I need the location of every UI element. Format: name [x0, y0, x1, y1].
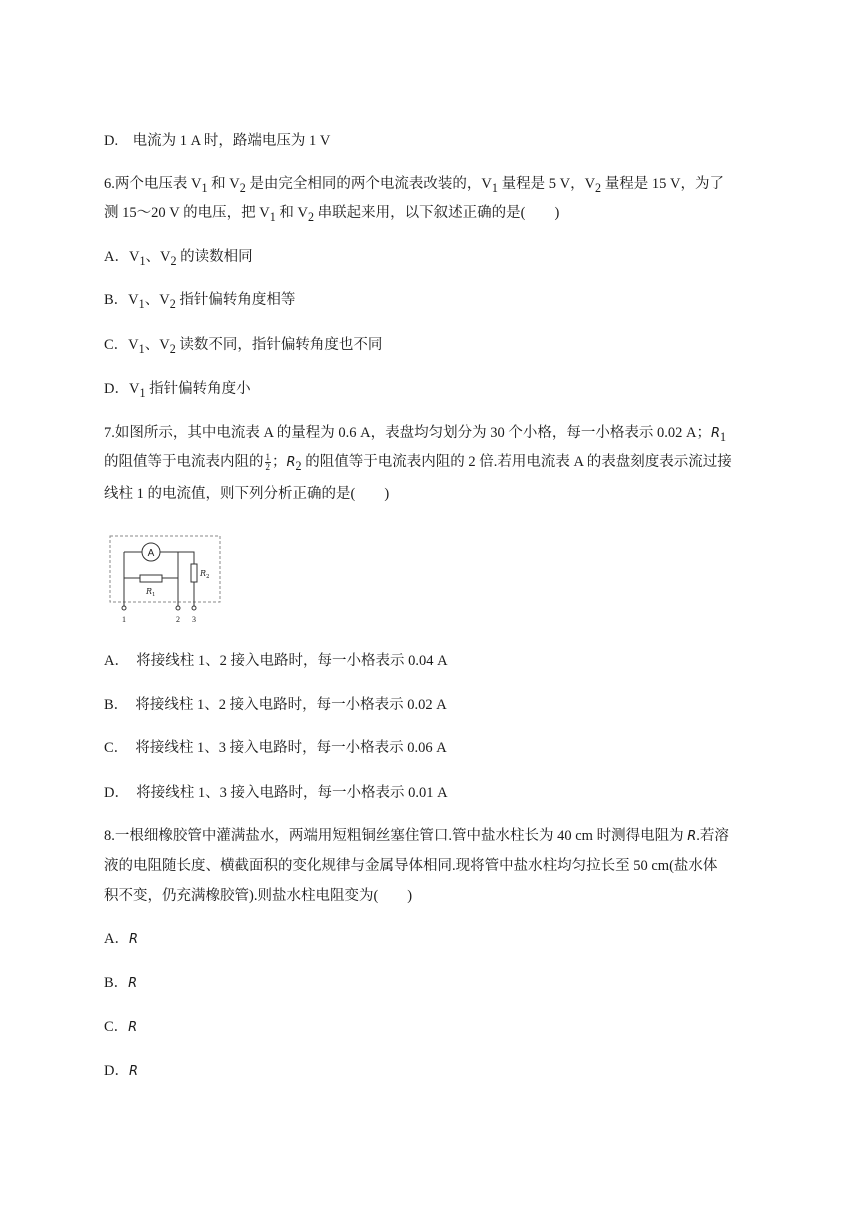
variable-r: R	[711, 426, 721, 441]
fraction-one-half	[265, 453, 272, 472]
text: 的阻值等于电流表内阻的 2 倍.若用电流表 A 的表盘刻度表示流过接	[301, 454, 732, 470]
q6-option-a	[104, 247, 253, 271]
q7-option-d: D． 将接线柱 1、3 接入电路时，每一小格表示 0.01 A	[104, 785, 448, 801]
text: 和 V	[275, 205, 308, 221]
q7-option-c: C． 将接线柱 1、3 接入电路时，每一小格表示 0.06 A	[104, 740, 447, 756]
variable-r: R	[128, 976, 138, 991]
subscript: 1	[720, 429, 727, 444]
variable-r: R	[687, 829, 697, 844]
text: 的读数相同	[176, 249, 253, 265]
text: 指针偏转角度小	[145, 381, 251, 397]
r1-subscript: 1	[152, 592, 156, 598]
q8-stem-line3: 积不变，仍充满橡胶管).则盐水柱电阻变为( )	[104, 888, 413, 904]
q7-option-b: B． 将接线柱 1、2 接入电路时，每一小格表示 0.02 A	[104, 697, 447, 713]
subscript: 2	[169, 296, 176, 311]
text: A．	[104, 931, 129, 947]
q8-stem-line1	[104, 826, 729, 847]
terminal-3	[192, 606, 196, 610]
text: D．	[104, 1063, 129, 1079]
text: ；	[272, 454, 287, 470]
terminal-2	[176, 606, 180, 610]
variable-r: R	[128, 1064, 139, 1079]
q7-stem-line3: 线柱 1 的电流值，则下列分析正确的是( )	[104, 486, 390, 502]
subscript: 1	[491, 180, 498, 195]
q8-option-d	[104, 1061, 138, 1082]
q7-stem-line2	[104, 452, 732, 476]
q5-option-d: D. 电流为 1 A 时，路端电压为 1 V	[104, 133, 331, 149]
subscript: 1	[201, 180, 208, 195]
text: 测 15～20 V 的电压，把 V	[104, 205, 270, 221]
variable-r: R	[128, 932, 139, 947]
ammeter-label: A	[147, 548, 155, 559]
resistor-r2	[191, 564, 197, 582]
r2-subscript: 2	[206, 574, 210, 580]
subscript: 1	[138, 296, 145, 311]
q8-option-c	[104, 1017, 137, 1038]
terminal-2-label: 2	[176, 615, 180, 624]
q6-stem-line1	[104, 174, 724, 198]
fraction-denominator: 2	[265, 462, 270, 473]
q7-option-a: A． 将接线柱 1、2 接入电路时，每一小格表示 0.04 A	[104, 653, 448, 669]
subscript: 2	[170, 253, 177, 268]
q6-stem-line2	[104, 203, 559, 227]
text: 是由完全相同的两个电流表改装的，V	[245, 176, 492, 192]
terminal-3-label: 3	[192, 615, 196, 624]
text: 量程是 5 V，V	[497, 176, 596, 192]
r1-label: R	[146, 587, 153, 596]
text: 6.两个电压表 V	[104, 176, 202, 192]
q6-option-d	[104, 379, 251, 403]
text: C．V	[104, 337, 139, 353]
fraction-numerator: 1	[265, 452, 270, 463]
q6-option-c	[104, 335, 382, 359]
q8-option-b	[104, 973, 137, 994]
resistor-r1	[140, 575, 162, 582]
variable-r: R	[286, 455, 296, 470]
r2-label: R	[200, 569, 207, 578]
text: .若溶	[696, 828, 729, 844]
subscript: 2	[239, 180, 246, 195]
variable-r: R	[128, 1020, 138, 1035]
text: 、V	[144, 337, 170, 353]
subscript: 2	[169, 341, 176, 356]
subscript: 2	[595, 180, 602, 195]
subscript: 1	[138, 341, 145, 356]
q7-stem-line1	[104, 423, 726, 447]
q8-stem-line2: 液的电阻随长度、横截面积的变化规律与金属导体相同.现将管中盐水柱均匀拉长至 50 cm(盐水体	[104, 858, 718, 874]
text: 7.如图所示，其中电流表 A 的量程为 0.6 A，表盘均匀划分为 30 个小格，每一小格表示 0.02 A；	[104, 425, 711, 441]
text: 8.一根细橡胶管中灌满盐水，两端用短粗铜丝塞住管口.管中盐水柱长为 40 cm 时测得电阻为	[104, 828, 688, 844]
subscript: 2	[295, 458, 302, 473]
text: D．V	[104, 381, 140, 397]
text: 的阻值等于电流表内阻的	[104, 454, 264, 470]
text: B．V	[104, 292, 139, 308]
subscript: 1	[139, 253, 146, 268]
q6-option-b	[104, 290, 295, 314]
text: 量程是 15 V，为了	[601, 176, 724, 192]
text: A．V	[104, 249, 140, 265]
terminal-1-label: 1	[122, 615, 126, 624]
text: 和 V	[207, 176, 240, 192]
subscript: 2	[307, 209, 315, 224]
text: 读数不同，指针偏转角度也不同	[175, 337, 383, 353]
subscript: 1	[139, 385, 146, 400]
text: 串联起来用，以下叙述正确的是( )	[314, 205, 560, 221]
text: C．	[104, 1019, 129, 1035]
q8-option-a	[104, 929, 138, 950]
circuit-diagram	[108, 534, 224, 626]
text: B．	[104, 975, 129, 991]
text: 、V	[145, 249, 171, 265]
text: 、V	[144, 292, 170, 308]
subscript: 1	[269, 209, 276, 224]
terminal-1	[122, 606, 126, 610]
text: 指针偏转角度相等	[175, 292, 296, 308]
